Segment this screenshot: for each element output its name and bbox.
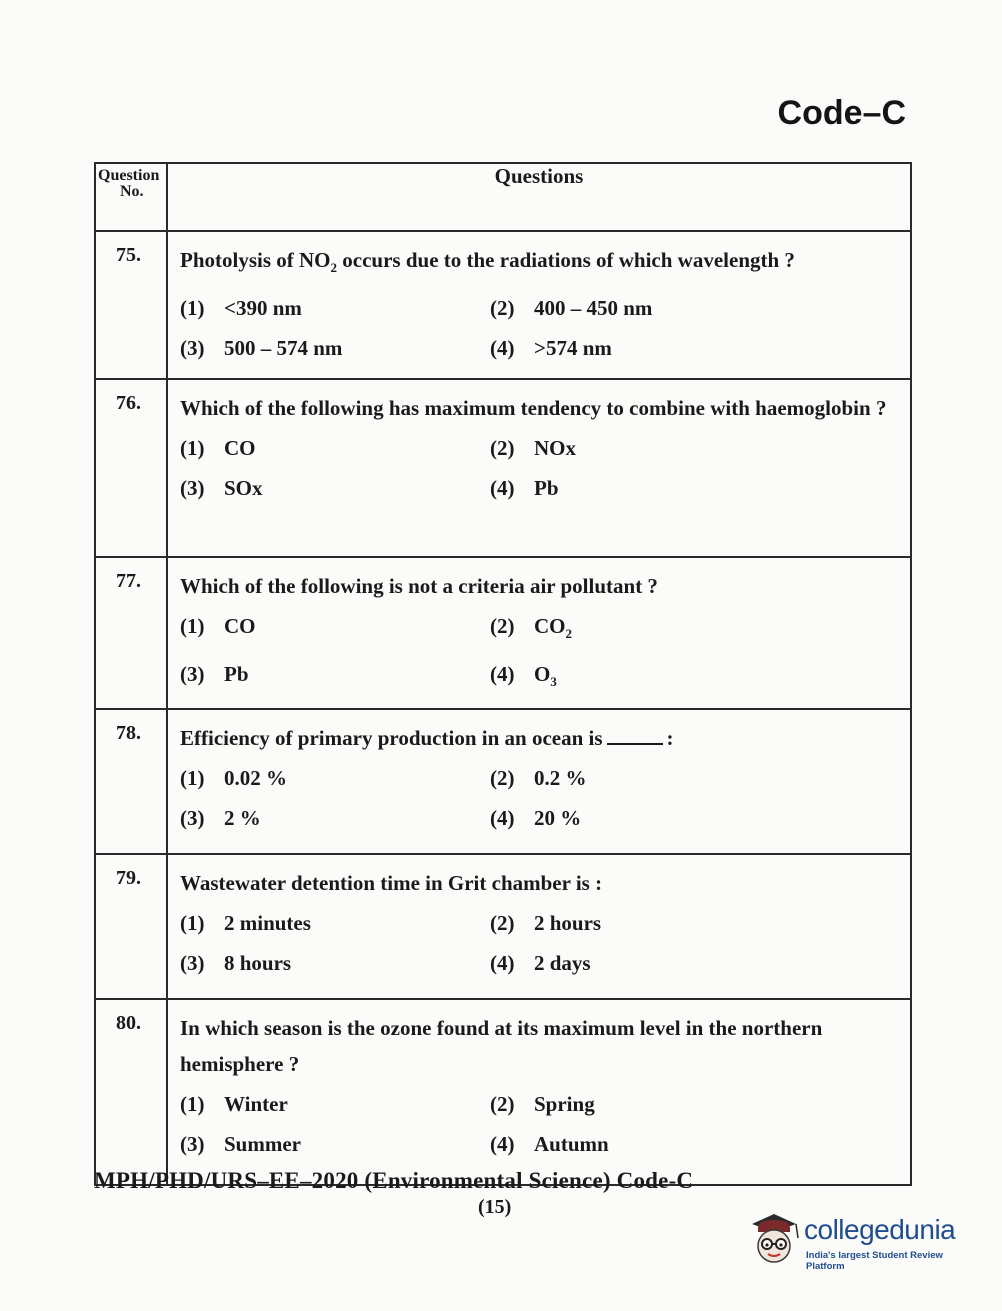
option-4: (4) Autumn: [490, 1132, 609, 1157]
question-text: Wastewater detention time in Grit chamber is :: [180, 871, 603, 896]
brand-tagline: India's largest Student Review Platform: [806, 1250, 943, 1272]
question-text: Photolysis of $NO_2$ occurs due to the radiations of which wavelength ?: [180, 248, 795, 276]
question-text: Which of the following is not a criteria air pollutant ?: [180, 574, 658, 598]
page-number: (15): [478, 1196, 512, 1218]
question-cell: [167, 854, 911, 999]
question-cell: [167, 379, 911, 557]
question-number: 79.: [95, 854, 167, 999]
options-grid: [180, 610, 902, 698]
question-row-77: [95, 557, 911, 709]
option-4: (4) >574 nm: [490, 336, 612, 361]
option-2: (2) 400 – 450 nm: [490, 296, 653, 321]
options-grid: [180, 1088, 902, 1160]
option-2: (2) 2 hours: [490, 911, 602, 936]
question-number: 75.: [95, 231, 167, 379]
collegedunia-mascot-icon: [744, 1208, 804, 1268]
question-row-76: [95, 379, 911, 557]
options-grid: [180, 762, 902, 834]
option-4: (4) $O_3$: [490, 662, 557, 690]
question-cell: [167, 709, 911, 854]
option-3: (3) 8 hours: [180, 951, 292, 976]
watermark-logo: [744, 1208, 974, 1272]
option-2: (2) NOx: [490, 436, 576, 460]
option-1: (1) 0.02 %: [180, 766, 287, 791]
option-3: (3) SOx: [180, 476, 263, 500]
option-4: (4) Pb: [490, 476, 559, 500]
option-1: (1) Winter: [180, 1092, 288, 1117]
options-grid: [180, 907, 902, 979]
option-1: (1) 2 minutes: [180, 911, 311, 936]
option-3: (3) 500 – 574 nm: [180, 336, 343, 361]
question-text: Efficiency of primary production in an ocean is :: [180, 726, 674, 751]
question-row-80: [95, 999, 911, 1185]
questions-table: [94, 162, 912, 1186]
brand-name: collegedunia: [804, 1214, 956, 1245]
option-1: (1) CO: [180, 614, 256, 638]
options-grid: [180, 432, 902, 504]
question-text: Which of the following has maximum tendency to combine with haemoglobin ?: [180, 396, 887, 420]
option-3: (3) Summer: [180, 1132, 301, 1157]
question-cell: [167, 999, 911, 1185]
table-header-row: [95, 163, 911, 231]
question-row-79: [95, 854, 911, 999]
option-2: (2) $CO_2$: [490, 614, 572, 642]
question-number: 76.: [95, 379, 167, 557]
question-number: 77.: [95, 557, 167, 709]
question-number: 78.: [95, 709, 167, 854]
option-2: (2) Spring: [490, 1092, 595, 1117]
header-questions: Questions: [167, 163, 911, 231]
question-cell: [167, 557, 911, 709]
options-grid: [180, 292, 902, 364]
option-3: (3) 2 %: [180, 806, 261, 831]
option-4: (4) 20 %: [490, 806, 582, 831]
question-cell: [167, 231, 911, 379]
option-1: (1) <390 nm: [180, 296, 302, 321]
option-4: (4) 2 days: [490, 951, 591, 976]
option-1: (1) CO: [180, 436, 256, 460]
header-question-no: Question No.: [95, 163, 167, 231]
answer-blank: [607, 743, 663, 745]
question-number: 80.: [95, 999, 167, 1185]
code-label: Code–C: [777, 94, 906, 132]
question-row-75: [95, 231, 911, 379]
question-row-78: [95, 709, 911, 854]
option-3: (3) Pb: [180, 662, 249, 687]
question-text: In which season is the ozone found at its maximum level in the northern hemisphere ?: [180, 1016, 823, 1077]
option-2: (2) 0.2 %: [490, 766, 587, 791]
exam-footer: MPH/PHD/URS–EE–2020 (Environmental Science) Code-C: [94, 1168, 694, 1193]
